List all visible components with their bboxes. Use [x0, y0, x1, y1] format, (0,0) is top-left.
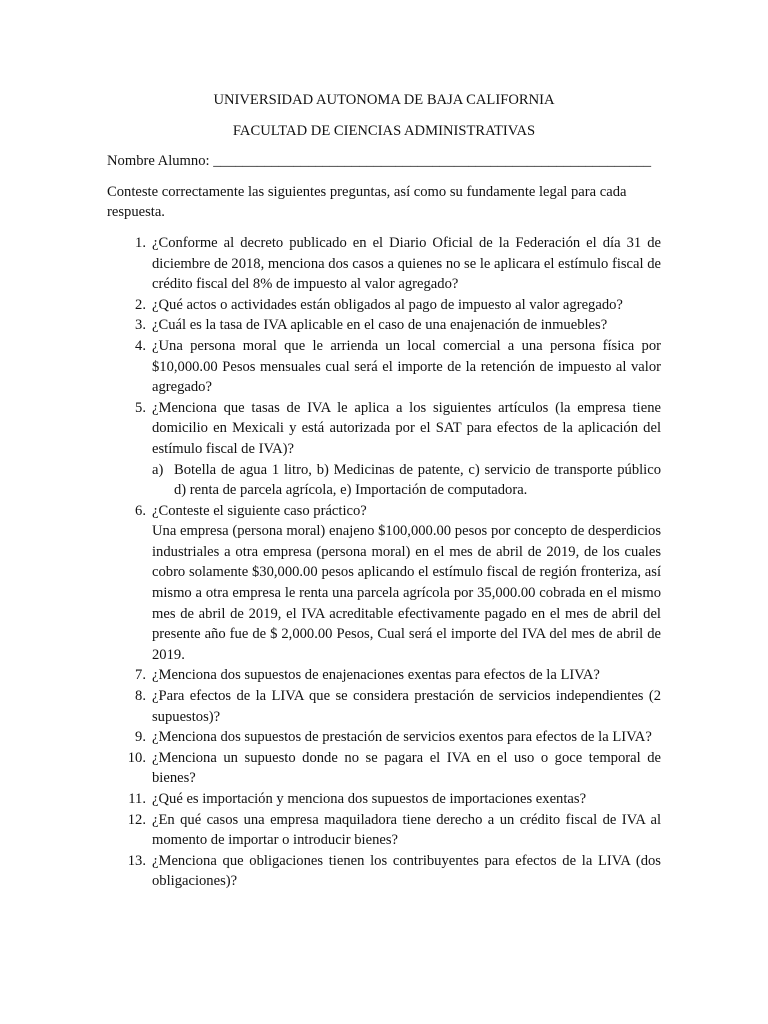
question-text: ¿Para efectos de la LIVA que se considera prestación de servicios independientes (2 supuestos)?: [152, 688, 661, 725]
question-item: [107, 727, 661, 748]
document-body: [107, 90, 661, 892]
sub-option-text: Botella de agua 1 litro, b) Medicinas de patente, c) servicio de transporte público d) renta de parcela agrícola, e) Importación de computadora.: [174, 461, 661, 499]
question-item: [107, 233, 661, 295]
case-study-text: Una empresa (persona moral) enajeno $100,000.00 pesos por concepto de desperdicios industriales a otra empresa (persona moral) en el mes de abril de 2019, de los cuales cobro solamente $30,000.00 pesos aplicando el estímulo fiscal de región fronteriza, así mismo a otra empresa le renta una parcela agrícola por 35,000.00 cobrada en el mismo mes de abril de 2019, el IVA acreditable efectivamente pagado en el mes de abril del presente año fue de $ 2,000.00 Pesos, Cual será el importe del IVA del mes de abril de 2019.: [152, 523, 661, 663]
question-text: ¿Menciona que tasas de IVA le aplica a los siguientes artículos (la empresa tiene domicilio en Mexicali y está autorizada por el SAT para efectos de la aplicación del estímulo fiscal de IVA)?: [152, 399, 661, 457]
question-number: 6.: [135, 502, 146, 519]
question-number: 9.: [135, 729, 146, 746]
question-item: [107, 398, 661, 501]
sub-option-list: [152, 460, 661, 501]
question-item: [107, 748, 661, 789]
question-item: [107, 810, 661, 851]
sub-option-letter: a): [152, 461, 164, 478]
question-number: 11.: [128, 791, 146, 807]
question-item: [107, 789, 661, 810]
instructions: Conteste correctamente las siguientes preguntas, así como su fundamente legal para cada respuesta.: [107, 183, 627, 221]
question-item: [107, 336, 661, 398]
question-text: ¿En qué casos una empresa maquiladora tiene derecho a un crédito fiscal de IVA al momento de importar o introducir bienes?: [152, 811, 661, 849]
question-text: ¿Menciona dos supuestos de enajenaciones exentas para efectos de la LIVA?: [152, 667, 600, 684]
student-name-label: Nombre Alumno:: [107, 153, 210, 170]
question-number: 7.: [135, 667, 146, 684]
question-item: [107, 851, 661, 892]
question-item: [107, 501, 661, 666]
question-item: [107, 686, 661, 727]
question-text: ¿Una persona moral que le arrienda un local comercial a una persona física por $10,000.00 Pesos mensuales cual será el importe de la retención de impuesto al valor agregado?: [152, 337, 661, 396]
question-text: ¿Conteste el siguiente caso práctico?: [152, 502, 367, 519]
university-title: UNIVERSIDAD AUTONOMA DE BAJA CALIFORNIA: [213, 92, 555, 108]
faculty-title: FACULTAD DE CIENCIAS ADMINISTRATIVAS: [232, 122, 536, 139]
student-name-blank: ____________________________________________________________: [213, 153, 652, 170]
question-number: 12.: [127, 811, 146, 828]
question-number: 1.: [135, 234, 146, 251]
question-list: [107, 233, 661, 892]
question-item: [107, 315, 661, 336]
question-text: ¿Qué es importación y menciona dos supuestos de importaciones exentas?: [152, 791, 587, 807]
question-text: ¿Qué actos o actividades están obligados al pago de impuesto al valor agregado?: [152, 296, 623, 313]
question-text: ¿Conforme al decreto publicado en el Diario Oficial de la Federación el día 31 de diciembre de 2018, menciona dos casos a quienes no se le aplicara el estímulo fiscal de crédito fiscal del 8% de impuesto al valor agregado?: [152, 234, 661, 293]
question-number: 5.: [135, 399, 146, 416]
question-item: [107, 665, 661, 686]
question-text: ¿Menciona dos supuestos de prestación de servicios exentos para efectos de la LIVA?: [152, 729, 652, 746]
question-number: 4.: [135, 337, 146, 354]
question-text: ¿Cuál es la tasa de IVA aplicable en el caso de una enajenación de inmuebles?: [152, 317, 608, 334]
question-item: [107, 295, 661, 316]
question-number: 2.: [135, 296, 146, 313]
question-number: 8.: [135, 688, 146, 705]
sub-option-item: [152, 460, 661, 501]
question-text: ¿Menciona que obligaciones tienen los contribuyentes para efectos de la LIVA (dos obligaciones)?: [152, 852, 661, 890]
question-number: 10.: [127, 749, 146, 766]
question-text: ¿Menciona un supuesto donde no se pagara el IVA en el uso o goce temporal de bienes?: [152, 749, 661, 787]
student-name-line: [107, 151, 661, 172]
question-number: 13.: [127, 852, 146, 869]
question-number: 3.: [135, 317, 146, 334]
